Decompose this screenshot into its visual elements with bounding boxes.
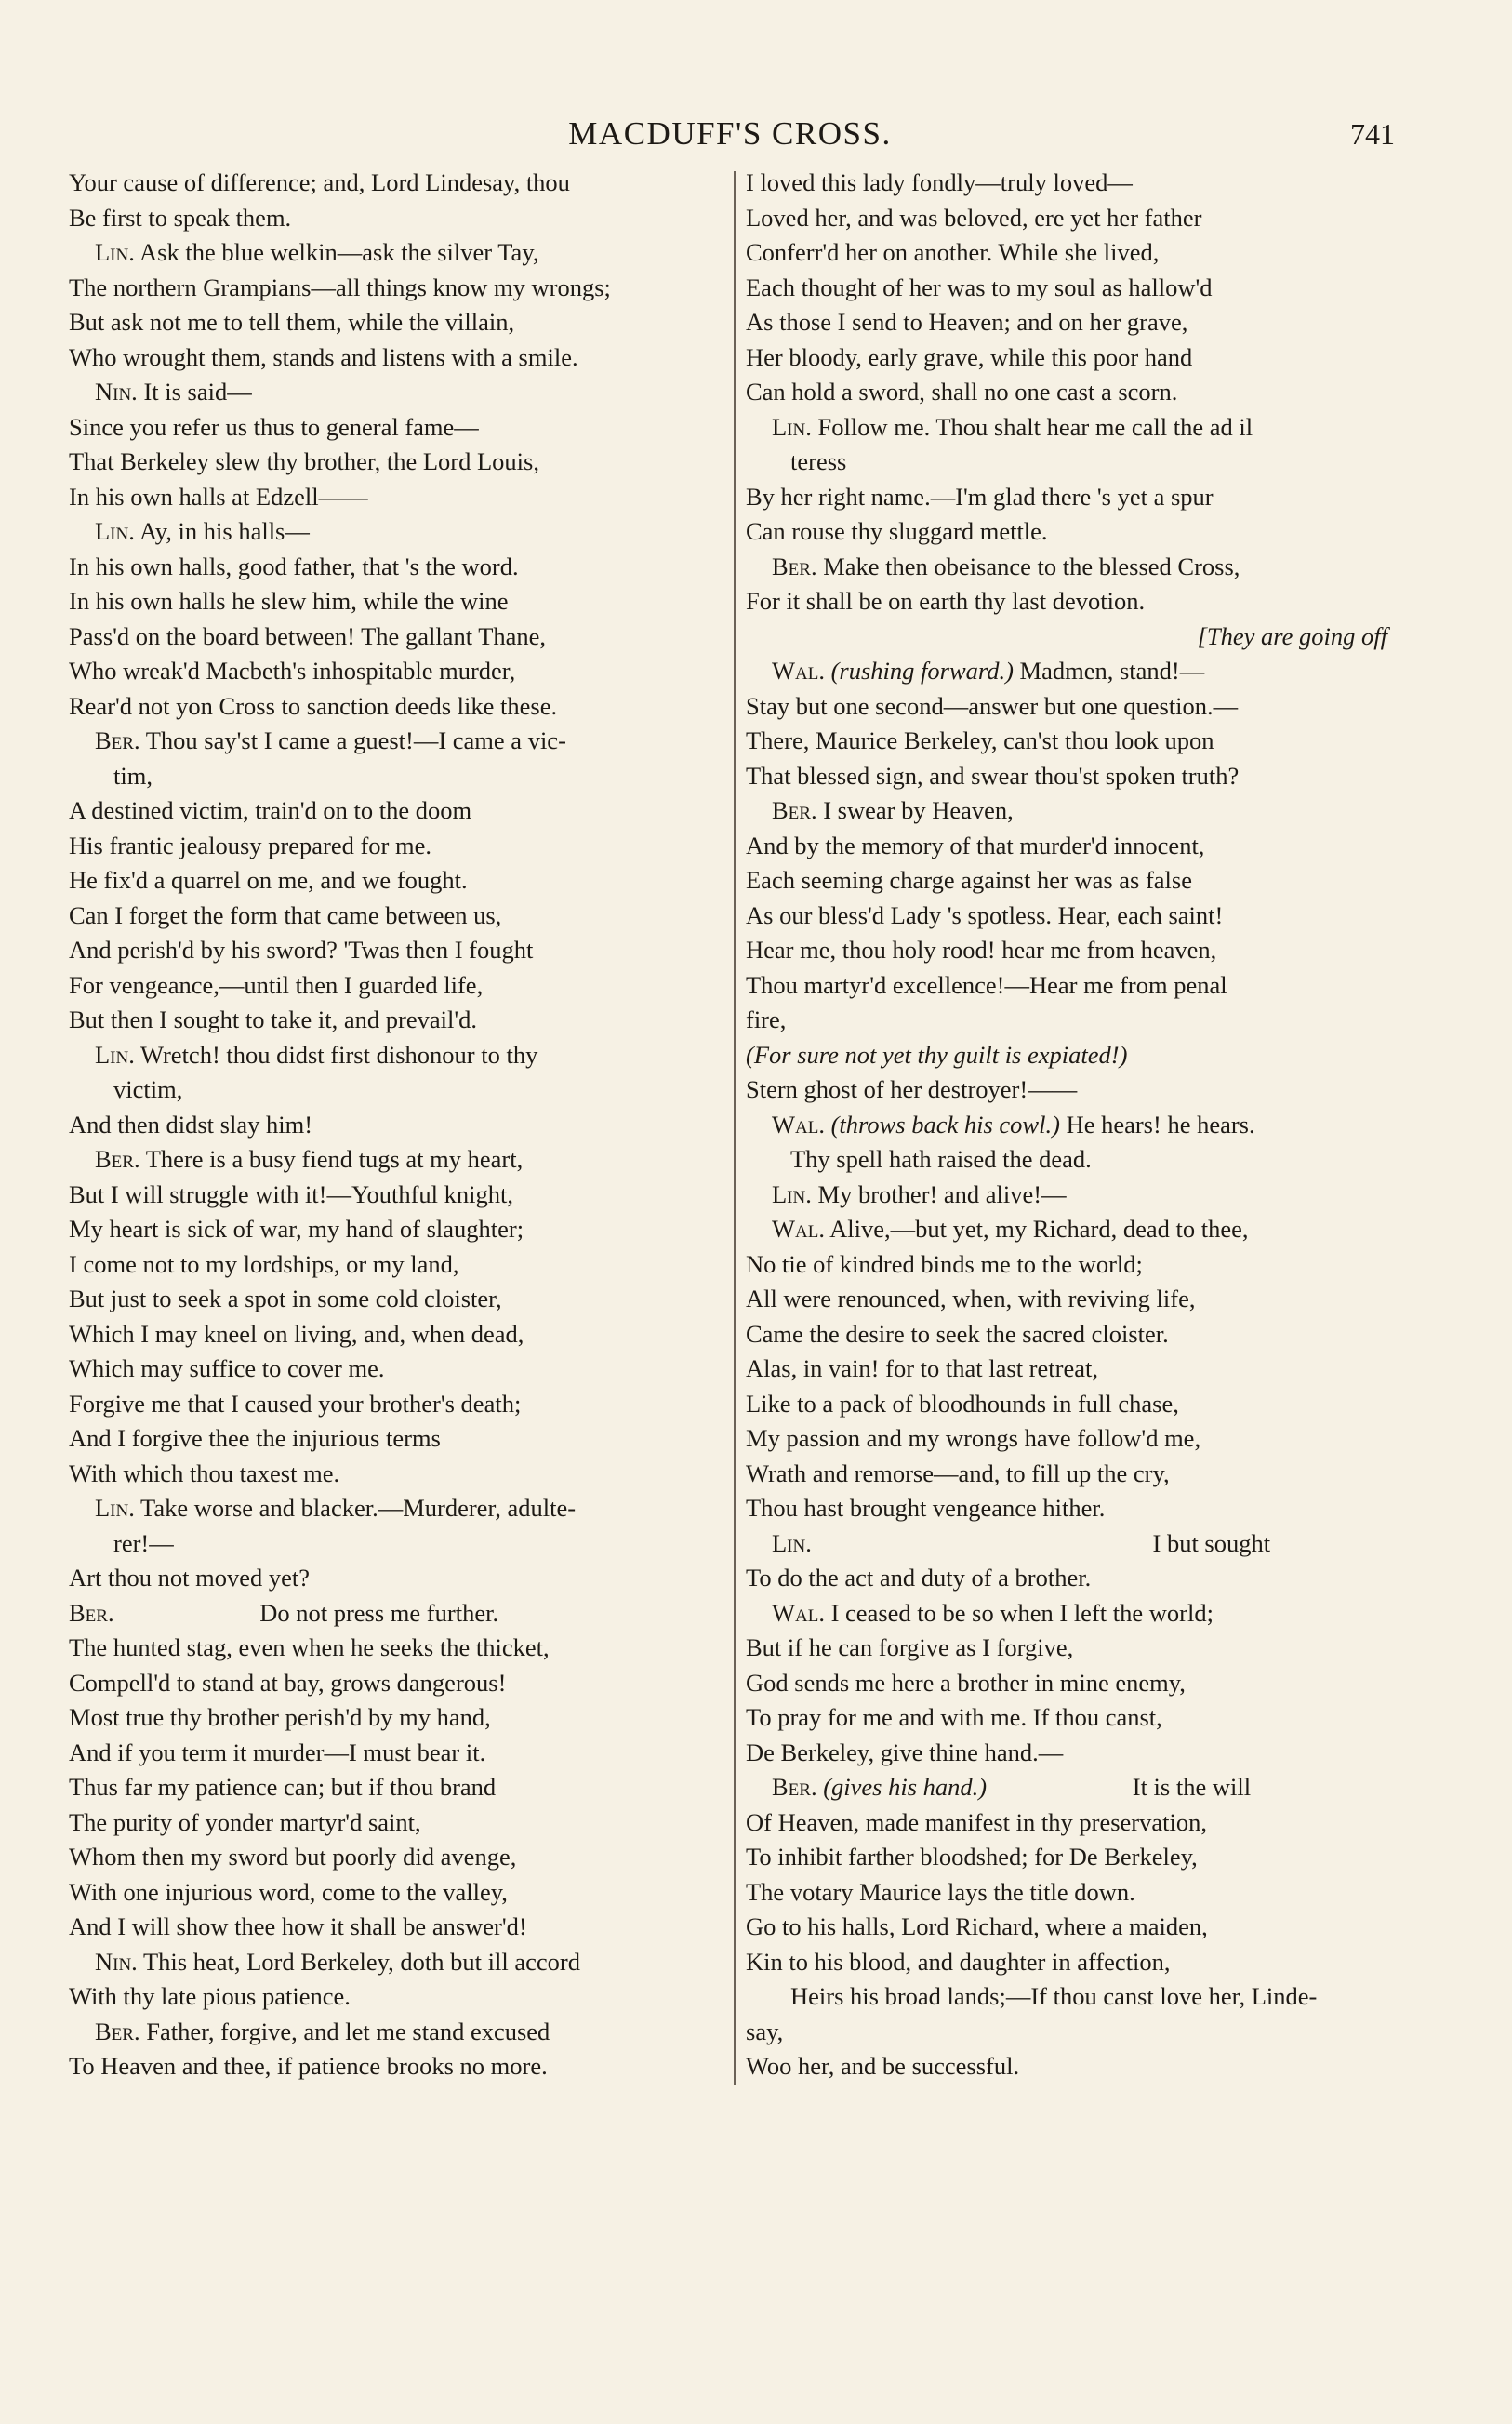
verse-text: I swear by Heaven, bbox=[823, 796, 1014, 824]
text-line bbox=[746, 305, 1387, 340]
text-line bbox=[69, 1631, 725, 1666]
verse-text: He hears! he hears. bbox=[1066, 1110, 1255, 1139]
text-line bbox=[69, 1736, 725, 1771]
text-line bbox=[746, 724, 1387, 759]
verse-text: Stay but one second—answer but one question.— bbox=[746, 691, 1239, 720]
text-line bbox=[69, 235, 725, 271]
verse-text: And I will show thee how it shall be answer'd! bbox=[69, 1912, 527, 1940]
text-line bbox=[69, 375, 725, 410]
text-line bbox=[746, 1247, 1387, 1283]
verse-text: Do not press me further. bbox=[259, 1598, 499, 1627]
text-line bbox=[69, 689, 725, 725]
speaker-name: Lin. bbox=[772, 1528, 812, 1557]
verse-text: But then I sought to take it, and prevail'd. bbox=[69, 1006, 477, 1033]
text-line bbox=[746, 514, 1387, 550]
verse-text: Each thought of her was to my soul as hallow'd bbox=[746, 273, 1213, 301]
text-line bbox=[69, 1142, 725, 1178]
text-line bbox=[746, 1352, 1387, 1387]
verse-text: And by the memory of that murder'd innocent, bbox=[746, 831, 1205, 859]
verse-text: Who wrought them, stands and listens with a smile. bbox=[69, 342, 578, 371]
text-line bbox=[69, 1317, 725, 1352]
text-line bbox=[69, 793, 725, 829]
text-line bbox=[69, 619, 725, 655]
text-line bbox=[746, 1212, 1387, 1247]
verse-text: As those I send to Heaven; and on her grave, bbox=[746, 308, 1188, 336]
text-line bbox=[69, 1387, 725, 1422]
verse-text: Make then obeisance to the blessed Cross, bbox=[823, 552, 1240, 580]
text-line bbox=[69, 829, 725, 864]
verse-text: I loved this lady fondly—truly loved— bbox=[746, 168, 1133, 196]
text-line bbox=[69, 340, 725, 376]
text-line bbox=[746, 2015, 1387, 2050]
text-line bbox=[746, 863, 1387, 899]
verse-text: As our bless'd Lady 's spotless. Hear, each saint! bbox=[746, 900, 1224, 929]
verse-text: That Berkeley slew thy brother, the Lord Louis, bbox=[69, 447, 539, 475]
speaker-name: Lin. bbox=[95, 1040, 135, 1069]
stage-direction: (gives his hand.) bbox=[823, 1773, 988, 1801]
text-line bbox=[746, 933, 1387, 968]
text-line bbox=[69, 1805, 725, 1841]
verse-text: Since you refer us thus to general fame— bbox=[69, 412, 479, 441]
verse-text: Came the desire to seek the sacred cloister. bbox=[746, 1319, 1169, 1348]
verse-text: For vengeance,—until then I guarded life, bbox=[69, 970, 484, 999]
text-line bbox=[746, 166, 1387, 201]
verse-text: It is the will bbox=[1132, 1773, 1252, 1801]
text-line bbox=[69, 584, 725, 619]
verse-text: By her right name.—I'm glad there 's yet a spur bbox=[746, 482, 1214, 511]
text-line bbox=[69, 1526, 725, 1562]
text-line bbox=[746, 1700, 1387, 1736]
text-line bbox=[69, 1840, 725, 1875]
speaker-name: Lin. bbox=[772, 1179, 812, 1208]
text-line bbox=[746, 410, 1387, 446]
verse-text: With thy late pious patience. bbox=[69, 1982, 351, 2010]
verse-text: Which I may kneel on living, and, when dead, bbox=[69, 1319, 524, 1348]
text-line bbox=[69, 480, 725, 515]
stage-direction: (rushing forward.) bbox=[830, 657, 1014, 685]
verse-text: Whom then my sword but poorly did avenge, bbox=[69, 1843, 517, 1871]
speaker-name: Lin. bbox=[95, 517, 135, 545]
text-line bbox=[69, 1491, 725, 1526]
text-line bbox=[69, 1352, 725, 1387]
text-line bbox=[69, 2015, 725, 2050]
speaker-name: Wal. bbox=[772, 1598, 825, 1627]
text-line bbox=[746, 1770, 1387, 1805]
text-line bbox=[746, 1491, 1387, 1526]
verse-text: Who wreak'd Macbeth's inhospitable murder, bbox=[69, 657, 516, 685]
text-line bbox=[69, 1910, 725, 1945]
verse-text: That blessed sign, and swear thou'st spoken truth? bbox=[746, 761, 1240, 790]
verse-text: The purity of yonder martyr'd saint, bbox=[69, 1807, 421, 1836]
speaker-name: Ber. bbox=[95, 726, 140, 754]
text-line bbox=[69, 654, 725, 689]
verse-text: Which may suffice to cover me. bbox=[69, 1354, 385, 1382]
text-line bbox=[746, 1910, 1387, 1945]
verse-text: Thy spell hath raised the dead. bbox=[790, 1145, 1092, 1173]
text-line bbox=[746, 1736, 1387, 1771]
text-line bbox=[746, 1631, 1387, 1666]
text-line bbox=[746, 1038, 1387, 1073]
verse-text: My heart is sick of war, my hand of slaughter; bbox=[69, 1215, 524, 1243]
verse-text: This heat, Lord Berkeley, doth but ill accord bbox=[142, 1947, 580, 1976]
verse-text: A destined victim, train'd on to the doom bbox=[69, 796, 472, 824]
text-line bbox=[69, 410, 725, 446]
verse-text: To Heaven and thee, if patience brooks no more. bbox=[69, 2052, 548, 2080]
text-line bbox=[69, 550, 725, 585]
text-line bbox=[746, 1387, 1387, 1422]
text-line bbox=[69, 1038, 725, 1073]
text-line bbox=[69, 1770, 725, 1805]
text-line bbox=[746, 201, 1387, 236]
verse-text: Kin to his blood, and daughter in affection, bbox=[746, 1947, 1171, 1976]
verse-text: Forgive me that I caused your brother's death; bbox=[69, 1389, 522, 1418]
verse-text: To inhibit farther bloodshed; for De Berkeley, bbox=[746, 1843, 1198, 1871]
right-column bbox=[746, 166, 1387, 2084]
verse-text: Alive,—but yet, my Richard, dead to thee, bbox=[829, 1215, 1249, 1243]
text-line bbox=[69, 724, 725, 759]
verse-text: And perish'd by his sword? 'Twas then I fought bbox=[69, 936, 534, 964]
verse-text: For it shall be on earth thy last devotion. bbox=[746, 587, 1146, 615]
text-line bbox=[746, 1072, 1387, 1108]
verse-text: Your cause of difference; and, Lord Lindesay, thou bbox=[69, 168, 570, 196]
text-line bbox=[746, 899, 1387, 934]
verse-text: Like to a pack of bloodhounds in full chase, bbox=[746, 1389, 1179, 1418]
text-line bbox=[746, 1561, 1387, 1596]
verse-text: Alas, in vain! for to that last retreat, bbox=[746, 1354, 1098, 1382]
speaker-name: Ber. bbox=[772, 552, 817, 580]
verse-text: De Berkeley, give thine hand.— bbox=[746, 1738, 1064, 1766]
text-line bbox=[69, 1282, 725, 1317]
verse-text: And I forgive thee the injurious terms bbox=[69, 1424, 441, 1452]
speaker-name: Ber. bbox=[69, 1598, 114, 1627]
text-line bbox=[69, 166, 725, 201]
text-line bbox=[746, 480, 1387, 515]
verse-text: With which thou taxest me. bbox=[69, 1458, 340, 1487]
verse-text: But just to seek a spot in some cold cloister, bbox=[69, 1285, 502, 1312]
text-line bbox=[69, 1666, 725, 1701]
text-line bbox=[69, 445, 725, 480]
text-line bbox=[746, 1596, 1387, 1632]
verse-text: I ceased to be so when I left the world; bbox=[830, 1598, 1214, 1627]
text-line bbox=[746, 1003, 1387, 1038]
verse-text: The hunted stag, even when he seeks the thicket, bbox=[69, 1633, 550, 1661]
text-line bbox=[746, 584, 1387, 619]
text-line bbox=[746, 1840, 1387, 1875]
verse-text: Thou martyr'd excellence!—Hear me from penal bbox=[746, 970, 1227, 999]
text-line bbox=[69, 759, 725, 794]
text-line bbox=[746, 1805, 1387, 1841]
text-line bbox=[69, 1247, 725, 1283]
text-line bbox=[746, 1421, 1387, 1457]
verse-text: God sends me here a brother in mine enemy, bbox=[746, 1668, 1186, 1697]
verse-text: Woo her, and be successful. bbox=[746, 2052, 1020, 2080]
column-divider bbox=[734, 171, 736, 2085]
verse-text: Thou hast brought vengeance hither. bbox=[746, 1494, 1106, 1522]
verse-text: Thus far my patience can; but if thou brand bbox=[69, 1773, 497, 1801]
verse-text: Stern ghost of her destroyer!—— bbox=[746, 1075, 1078, 1103]
verse-text: All were renounced, when, with reviving life, bbox=[746, 1285, 1196, 1312]
verse-text: To do the act and duty of a brother. bbox=[746, 1564, 1092, 1592]
verse-text: fire, bbox=[746, 1006, 787, 1033]
verse-text: His frantic jealousy prepared for me. bbox=[69, 831, 431, 859]
text-line bbox=[746, 968, 1387, 1004]
verse-text: teress bbox=[790, 447, 847, 475]
verse-text: Ay, in his halls— bbox=[139, 517, 310, 545]
verse-text: Of Heaven, made manifest in thy preservation, bbox=[746, 1807, 1207, 1836]
text-line bbox=[69, 1212, 725, 1247]
text-line bbox=[69, 1108, 725, 1143]
verse-text: But if he can forgive as I forgive, bbox=[746, 1633, 1074, 1661]
verse-text: tim, bbox=[113, 761, 153, 790]
text-line bbox=[746, 829, 1387, 864]
text-line bbox=[746, 235, 1387, 271]
text-line bbox=[746, 793, 1387, 829]
verse-text: I come not to my lordships, or my land, bbox=[69, 1249, 459, 1278]
verse-text: The votary Maurice lays the title down. bbox=[746, 1877, 1135, 1906]
text-line bbox=[746, 619, 1387, 655]
running-title: MACDUFF'S CROSS. bbox=[568, 115, 892, 152]
verse-text: Ask the blue welkin—ask the silver Tay, bbox=[139, 238, 539, 266]
verse-text: To pray for me and with me. If thou canst, bbox=[746, 1703, 1162, 1731]
text-line bbox=[746, 759, 1387, 794]
speaker-name: Wal. bbox=[772, 1215, 825, 1243]
verse-text: It is said— bbox=[143, 378, 252, 406]
text-line bbox=[69, 1421, 725, 1457]
verse-text: Take worse and blacker.—Murderer, adulte- bbox=[140, 1494, 577, 1522]
verse-text: Hear me, thou holy rood! hear me from heaven, bbox=[746, 936, 1217, 964]
verse-text: Most true thy brother perish'd by my hand, bbox=[69, 1703, 491, 1731]
stage-direction: (throws back his cowl.) bbox=[830, 1110, 1060, 1139]
text-line bbox=[69, 271, 725, 306]
verse-text: Art thou not moved yet? bbox=[69, 1564, 311, 1592]
speaker-name: Ber. bbox=[95, 2017, 140, 2045]
text-line bbox=[69, 1596, 725, 1632]
text-line bbox=[69, 1945, 725, 1980]
verse-text: Follow me. Thou shalt hear me call the ad il bbox=[817, 412, 1253, 441]
verse-text: Can rouse thy sluggard mettle. bbox=[746, 517, 1048, 545]
text-line bbox=[69, 305, 725, 340]
text-line bbox=[69, 968, 725, 1004]
speaker-name: Nin. bbox=[95, 378, 138, 406]
page-number: 741 bbox=[1350, 117, 1395, 151]
verse-text: Can hold a sword, shall no one cast a scorn. bbox=[746, 378, 1178, 406]
text-line bbox=[69, 1875, 725, 1911]
speaker-name: Ber. bbox=[95, 1145, 140, 1173]
text-line bbox=[69, 201, 725, 236]
text-line bbox=[746, 1142, 1387, 1178]
text-line bbox=[746, 550, 1387, 585]
text-line bbox=[746, 271, 1387, 306]
verse-text: In his own halls he slew him, while the wine bbox=[69, 587, 509, 615]
text-line bbox=[69, 1700, 725, 1736]
text-line bbox=[69, 1979, 725, 2015]
verse-text: Go to his halls, Lord Richard, where a maiden, bbox=[746, 1912, 1208, 1940]
speaker-name: Ber. bbox=[772, 1773, 817, 1801]
verse-text: Compell'd to stand at bay, grows dangerous! bbox=[69, 1668, 507, 1697]
text-line bbox=[69, 863, 725, 899]
left-column bbox=[69, 166, 725, 2084]
verse-text: Wretch! thou didst first dishonour to thy bbox=[140, 1040, 538, 1069]
verse-text: And if you term it murder—I must bear it. bbox=[69, 1738, 486, 1766]
text-line bbox=[69, 2049, 725, 2084]
text-line bbox=[746, 654, 1387, 689]
verse-text: But I will struggle with it!—Youthful knight, bbox=[69, 1179, 514, 1208]
verse-text: There, Maurice Berkeley, can'st thou look upon bbox=[746, 726, 1214, 754]
text-line bbox=[746, 1979, 1387, 2015]
verse-text: Wrath and remorse—and, to fill up the cry, bbox=[746, 1458, 1170, 1487]
verse-text: Be first to speak them. bbox=[69, 203, 292, 232]
text-line bbox=[69, 1072, 725, 1108]
verse-text: Father, forgive, and let me stand excused bbox=[146, 2017, 550, 2045]
verse-text: There is a busy fiend tugs at my heart, bbox=[145, 1145, 524, 1173]
verse-text: Pass'd on the board between! The gallant Thane, bbox=[69, 621, 547, 650]
verse-text: Thou say'st I came a guest!—I came a vic- bbox=[145, 726, 566, 754]
text-line bbox=[746, 1282, 1387, 1317]
verse-text: The northern Grampians—all things know my wrongs; bbox=[69, 273, 611, 301]
text-line bbox=[69, 1003, 725, 1038]
speaker-name: Ber. bbox=[772, 796, 817, 824]
verse-text: Conferr'd her on another. While she lived, bbox=[746, 238, 1160, 266]
text-line bbox=[746, 1526, 1387, 1562]
text-line bbox=[746, 1108, 1387, 1143]
stage-direction: (For sure not yet thy guilt is expiated!) bbox=[746, 1040, 1128, 1069]
text-line bbox=[746, 2049, 1387, 2084]
speaker-name: Wal. bbox=[772, 1110, 825, 1139]
verse-text: With one injurious word, come to the valley, bbox=[69, 1877, 508, 1906]
verse-text: victim, bbox=[113, 1075, 183, 1103]
text-line bbox=[69, 514, 725, 550]
text-line bbox=[746, 445, 1387, 480]
text-line bbox=[69, 1457, 725, 1492]
verse-text: Her bloody, early grave, while this poor hand bbox=[746, 342, 1193, 371]
verse-text: And then didst slay him! bbox=[69, 1110, 313, 1139]
text-line bbox=[746, 1317, 1387, 1352]
stage-direction: [They are going off bbox=[1197, 621, 1387, 650]
verse-text: I but sought bbox=[1152, 1528, 1271, 1557]
verse-text: No tie of kindred binds me to the world; bbox=[746, 1249, 1143, 1278]
text-line bbox=[746, 689, 1387, 725]
text-line bbox=[69, 933, 725, 968]
verse-text: Rear'd not yon Cross to sanction deeds like these. bbox=[69, 691, 558, 720]
text-line bbox=[746, 1666, 1387, 1701]
page-header bbox=[65, 110, 1395, 166]
verse-text: My passion and my wrongs have follow'd me, bbox=[746, 1424, 1201, 1452]
verse-text: Can I forget the form that came between us, bbox=[69, 900, 502, 929]
text-line bbox=[69, 899, 725, 934]
text-line bbox=[746, 1875, 1387, 1911]
text-line bbox=[746, 1945, 1387, 1980]
text-line bbox=[69, 1178, 725, 1213]
speaker-name: Wal. bbox=[772, 657, 825, 685]
verse-text: In his own halls at Edzell—— bbox=[69, 482, 368, 511]
text-line bbox=[746, 375, 1387, 410]
verse-text: Each seeming charge against her was as false bbox=[746, 866, 1192, 894]
verse-text: Loved her, and was beloved, ere yet her father bbox=[746, 203, 1202, 232]
verse-text: He fix'd a quarrel on me, and we fought. bbox=[69, 866, 468, 894]
verse-text: In his own halls, good father, that 's the word. bbox=[69, 552, 519, 580]
verse-text: My brother! and alive!— bbox=[817, 1179, 1067, 1208]
speaker-name: Lin. bbox=[95, 1494, 135, 1522]
text-line bbox=[746, 1178, 1387, 1213]
verse-text: say, bbox=[746, 2017, 784, 2045]
text-line bbox=[746, 340, 1387, 376]
speaker-name: Lin. bbox=[95, 238, 135, 266]
verse-text: rer!— bbox=[113, 1528, 174, 1557]
text-line bbox=[69, 1561, 725, 1596]
text-line bbox=[746, 1457, 1387, 1492]
verse-text: Madmen, stand!— bbox=[1019, 657, 1205, 685]
verse-text: Heirs his broad lands;—If thou canst love her, Linde- bbox=[790, 1982, 1318, 2010]
verse-text: But ask not me to tell them, while the villain, bbox=[69, 308, 515, 336]
speaker-name: Lin. bbox=[772, 412, 812, 441]
speaker-name: Nin. bbox=[95, 1947, 138, 1976]
